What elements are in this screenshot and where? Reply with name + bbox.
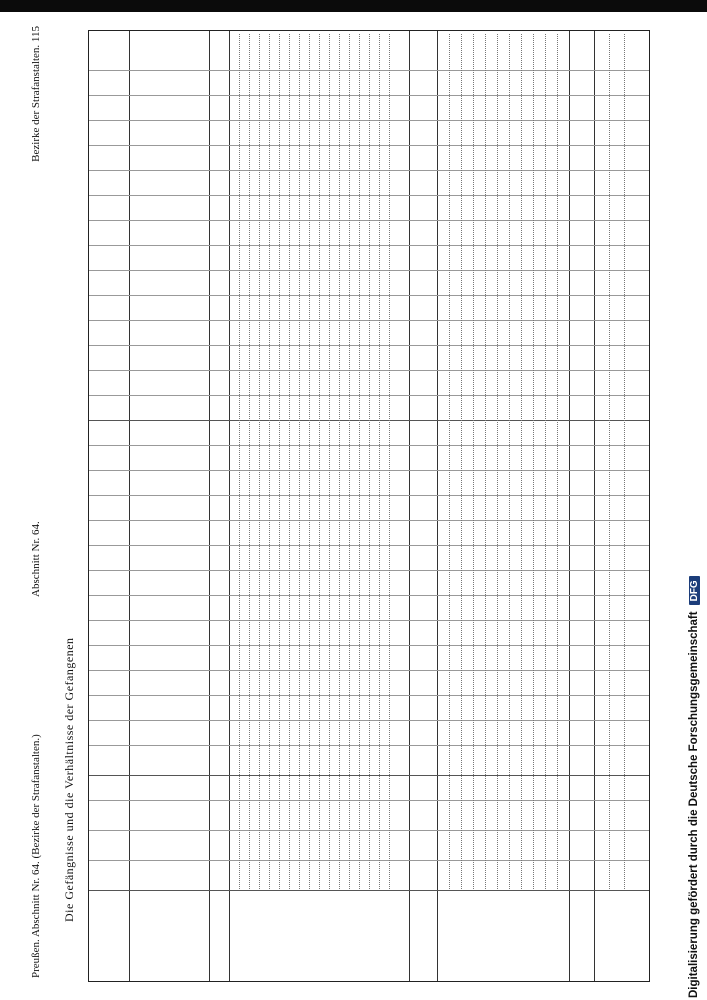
data-row <box>309 34 312 889</box>
data-row <box>473 34 476 889</box>
data-row <box>269 34 272 889</box>
data-row <box>329 34 332 889</box>
data-row <box>609 34 612 889</box>
header-rule <box>129 31 130 981</box>
dfg-credit-text: Digitalisierung gefördert durch die Deutsche Forschungsgemeinschaft <box>688 611 700 998</box>
page-header-left: Preußen. Abschnitt Nr. 64. (Bezirke der Strafanstalten.) <box>30 734 42 978</box>
data-row <box>249 34 252 889</box>
data-row <box>319 34 322 889</box>
header-rule <box>229 31 230 981</box>
page-header-right: Bezirke der Strafanstalten. 115 <box>30 26 42 162</box>
section-rule <box>569 31 570 981</box>
column-rule <box>89 890 649 891</box>
data-row <box>379 34 382 889</box>
section-rule <box>594 31 595 981</box>
data-row <box>349 34 352 889</box>
data-row <box>485 34 488 889</box>
data-row <box>545 34 548 889</box>
data-row <box>239 34 242 889</box>
data-row <box>461 34 464 889</box>
data-row <box>299 34 302 889</box>
data-row <box>259 34 262 889</box>
statistics-table <box>88 30 650 982</box>
page-header-center: Abschnitt Nr. 64. <box>30 521 42 597</box>
data-row <box>339 34 342 889</box>
table-title: Die Gefängnisse und die Verhältnisse der Gefangenen <box>62 637 76 922</box>
dfg-credit <box>688 18 700 998</box>
data-row <box>279 34 282 889</box>
top-border-bar <box>0 0 707 12</box>
data-row <box>359 34 362 889</box>
data-row <box>624 34 627 889</box>
data-row <box>389 34 392 889</box>
data-row <box>509 34 512 889</box>
data-row <box>521 34 524 889</box>
data-row <box>533 34 536 889</box>
data-row <box>497 34 500 889</box>
header-rule <box>209 31 210 981</box>
data-row <box>369 34 372 889</box>
dfg-logo: DFG <box>689 576 700 605</box>
section-rule <box>409 31 410 981</box>
data-row <box>557 34 560 889</box>
data-row <box>289 34 292 889</box>
section-rule <box>437 31 438 981</box>
rotated-page <box>24 16 694 992</box>
data-row <box>449 34 452 889</box>
dfg-watermark <box>688 8 704 998</box>
